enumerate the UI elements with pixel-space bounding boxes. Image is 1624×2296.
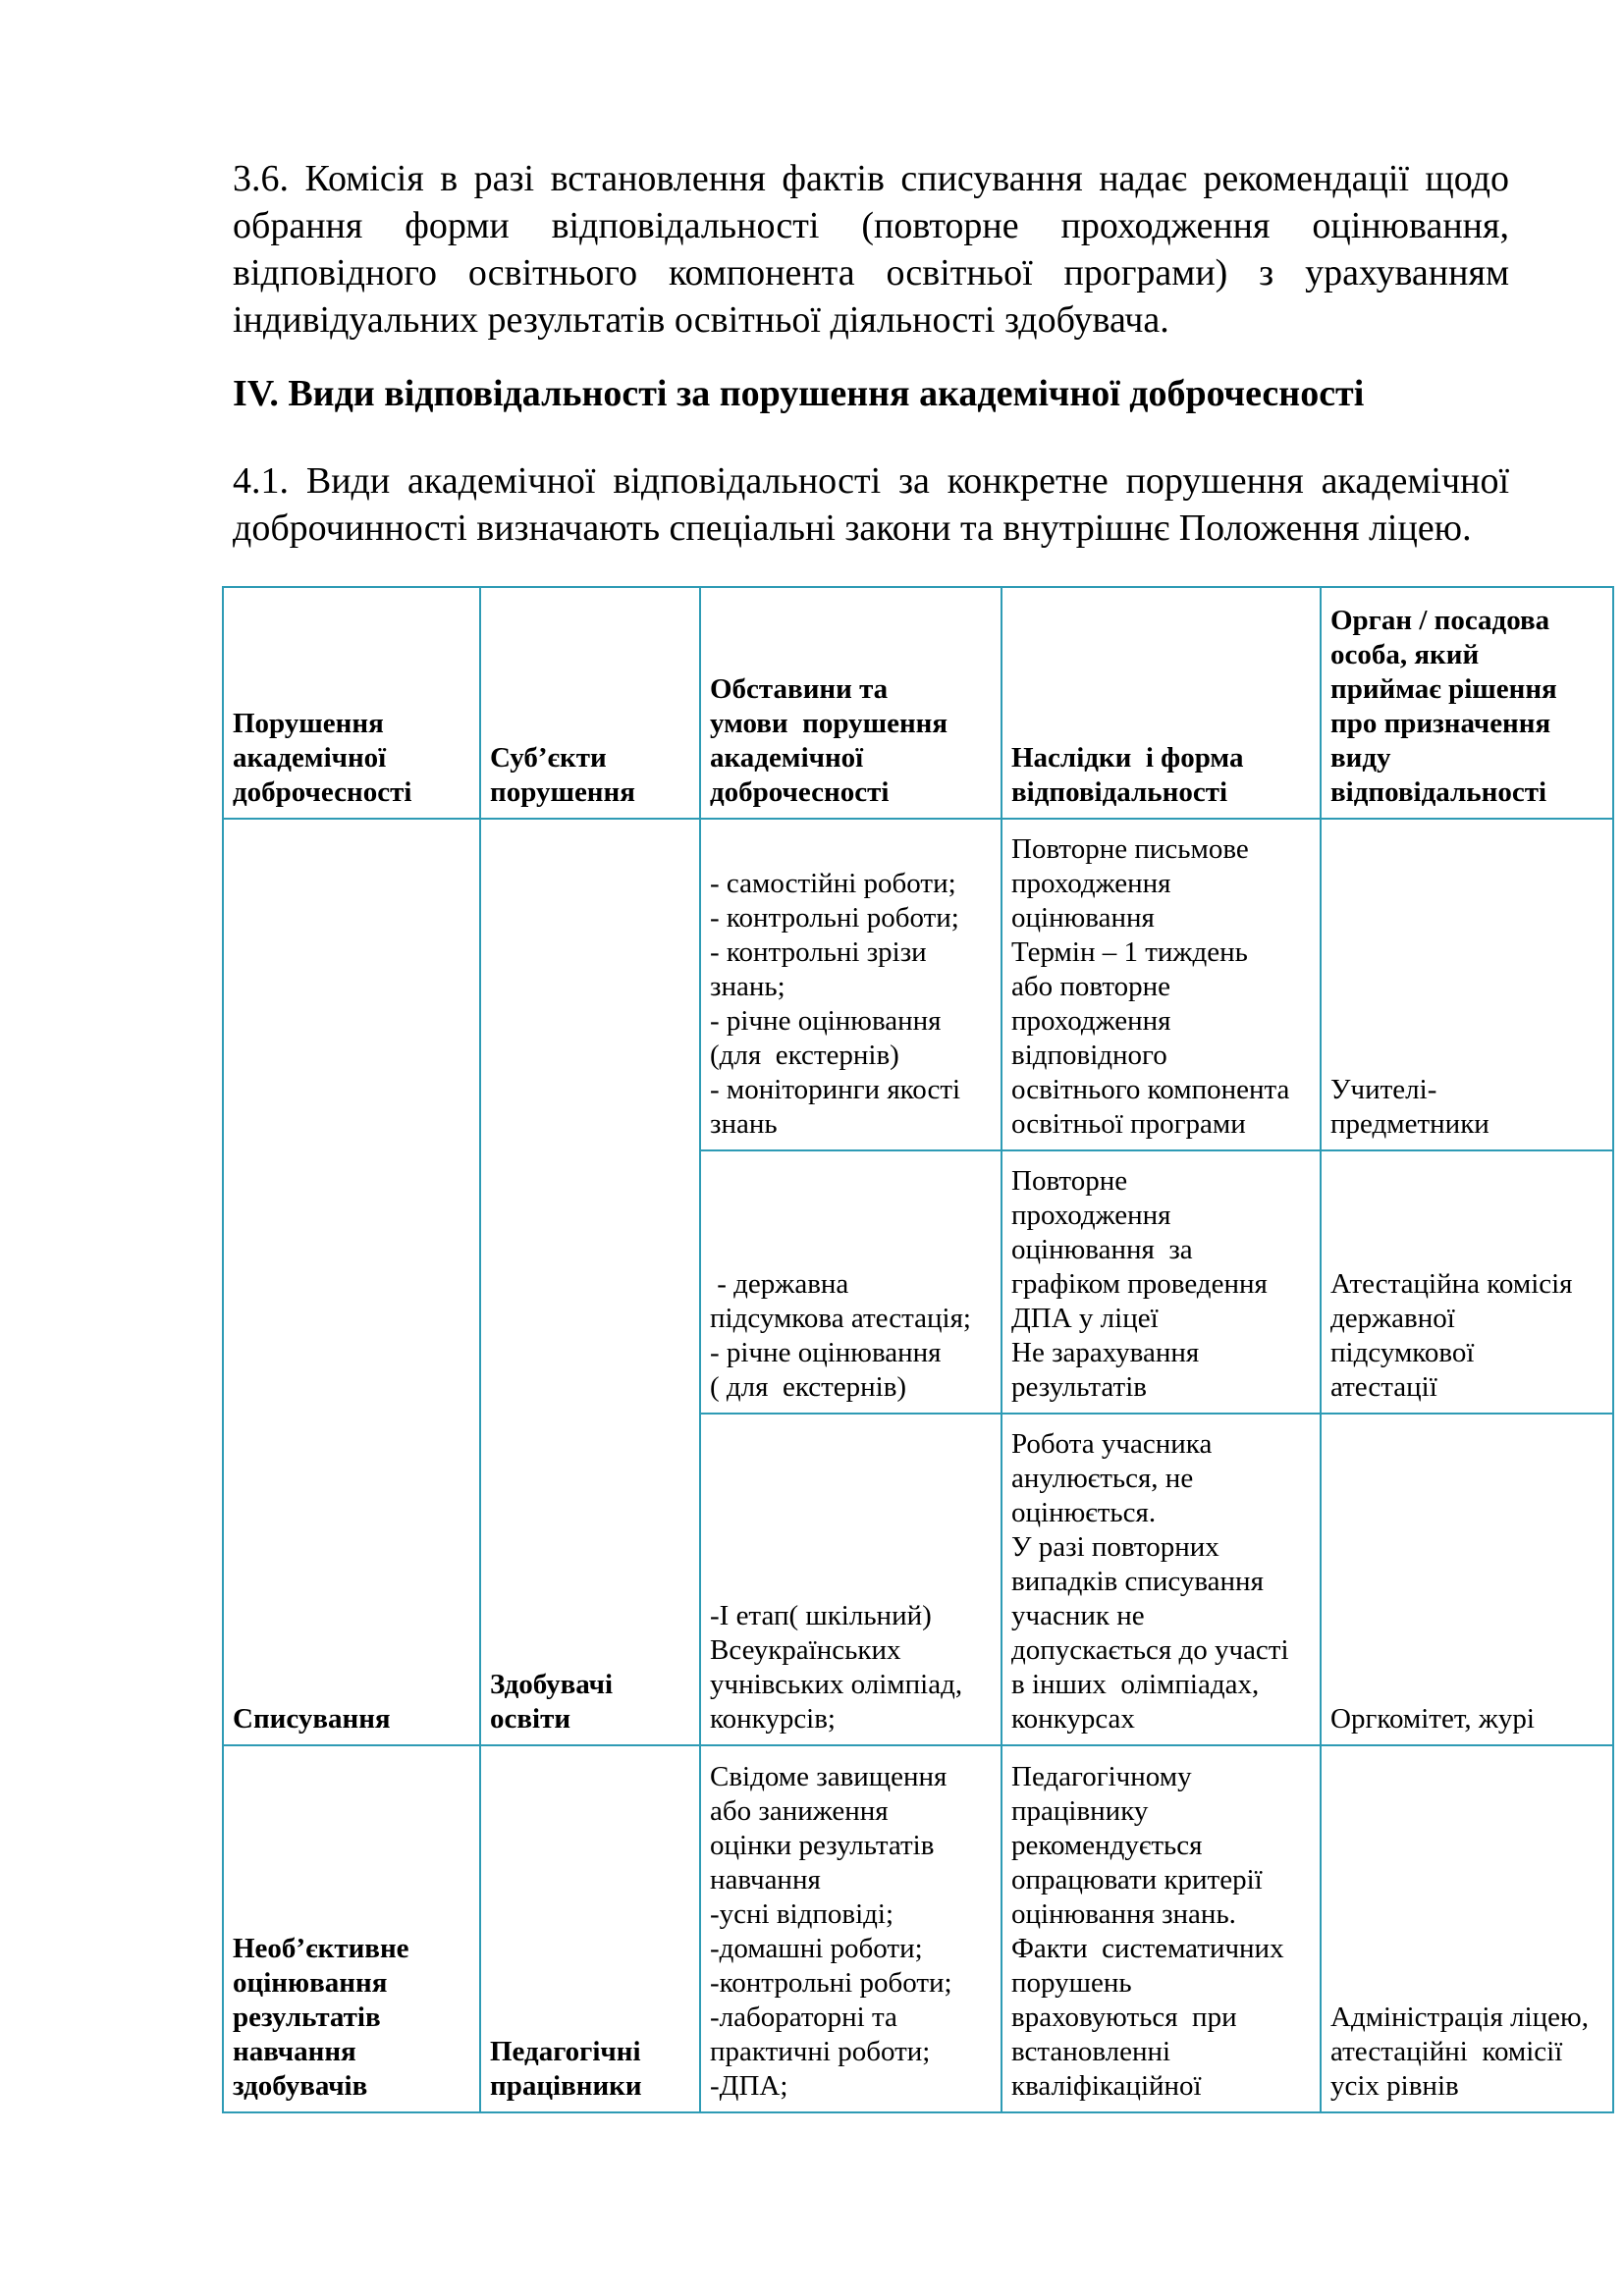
paragraph-line: 3.6. Комісія в разі встановлення фактів списування надає рекомендації щодо	[233, 158, 1509, 199]
violation-cell: Списування	[223, 819, 480, 1745]
section-heading: IV. Види відповідальності за порушення академічної доброчесності	[233, 373, 1365, 414]
subject-cell: Педагогічні працівники	[480, 1745, 700, 2112]
decision-body-cell: Атестаційна комісія державної підсумкової атестації	[1321, 1150, 1613, 1414]
table-row	[223, 1745, 1613, 2112]
header-consequences: Наслідки і форма відповідальності	[1001, 587, 1321, 819]
consequences-cell: Робота учасника анулюється, не оцінюється. У разі повторних випадків списування учасник не допускається до участі в інших олімпіадах, конкурсах	[1001, 1414, 1321, 1745]
header-violation: Порушення академічної доброчесності	[223, 587, 480, 819]
circumstances-cell: - самостійні роботи; - контрольні роботи; - контрольні зрізи знань; - річне оцінювання (для екстернів) - моніторинги якості знань	[700, 819, 1001, 1150]
paragraph-line: індивідуальних результатів освітньої діяльності здобувача.	[233, 299, 1169, 341]
responsibility-table	[222, 586, 1614, 2113]
table-header-row	[223, 587, 1613, 819]
paragraph-line: обрання форми відповідальності (повторне проходження оцінювання,	[233, 205, 1509, 246]
circumstances-cell: - державна підсумкова атестація; - річне оцінювання ( для екстернів)	[700, 1150, 1001, 1414]
decision-body-cell: Оргкомітет, журі	[1321, 1414, 1613, 1745]
circumstances-cell: Свідоме завищення або заниження оцінки результатів навчання -усні відповіді; -домашні роботи; -контрольні роботи; -лабораторні та практичні роботи; -ДПА;	[700, 1745, 1001, 2112]
header-subject: Суб’єкти порушення	[480, 587, 700, 819]
consequences-cell: Педагогічному працівнику рекомендується опрацювати критерії оцінювання знань. Факти систематичних порушень враховуються при встановленні кваліфікаційної	[1001, 1745, 1321, 2112]
violation-cell: Необ’єктивне оцінювання результатів навчання здобувачів	[223, 1745, 480, 2112]
paragraph-line: доброчинності визначають спеціальні закони та внутрішнє Положення ліцею.	[233, 507, 1472, 549]
header-decision-body: Орган / посадова особа, який приймає рішення про призначення виду відповідальності	[1321, 587, 1613, 819]
paragraph-line: відповідного освітнього компонента освітньої програми) з урахуванням	[233, 252, 1509, 294]
paragraph-3-6	[233, 155, 1509, 344]
consequences-cell: Повторне письмове проходження оцінювання Термін – 1 тиждень або повторне проходження відповідного освітнього компонента освітньої програми	[1001, 819, 1321, 1150]
table-row	[223, 819, 1613, 1150]
decision-body-cell: Учителі- предметники	[1321, 819, 1613, 1150]
subject-cell: Здобувачі освіти	[480, 819, 700, 1745]
paragraph-line: 4.1. Види академічної відповідальності за конкретне порушення академічної	[233, 460, 1509, 502]
paragraph-4-1	[233, 457, 1509, 552]
decision-body-cell: Адміністрація ліцею, атестаційні комісії усіх рівнів	[1321, 1745, 1613, 2112]
header-circumstances: Обставини та умови порушення академічної доброчесності	[700, 587, 1001, 819]
consequences-cell: Повторне проходження оцінювання за графіком проведення ДПА у ліцеї Не зарахування результатів	[1001, 1150, 1321, 1414]
circumstances-cell: -І етап( шкільний) Всеукраїнських учнівських олімпіад, конкурсів;	[700, 1414, 1001, 1745]
